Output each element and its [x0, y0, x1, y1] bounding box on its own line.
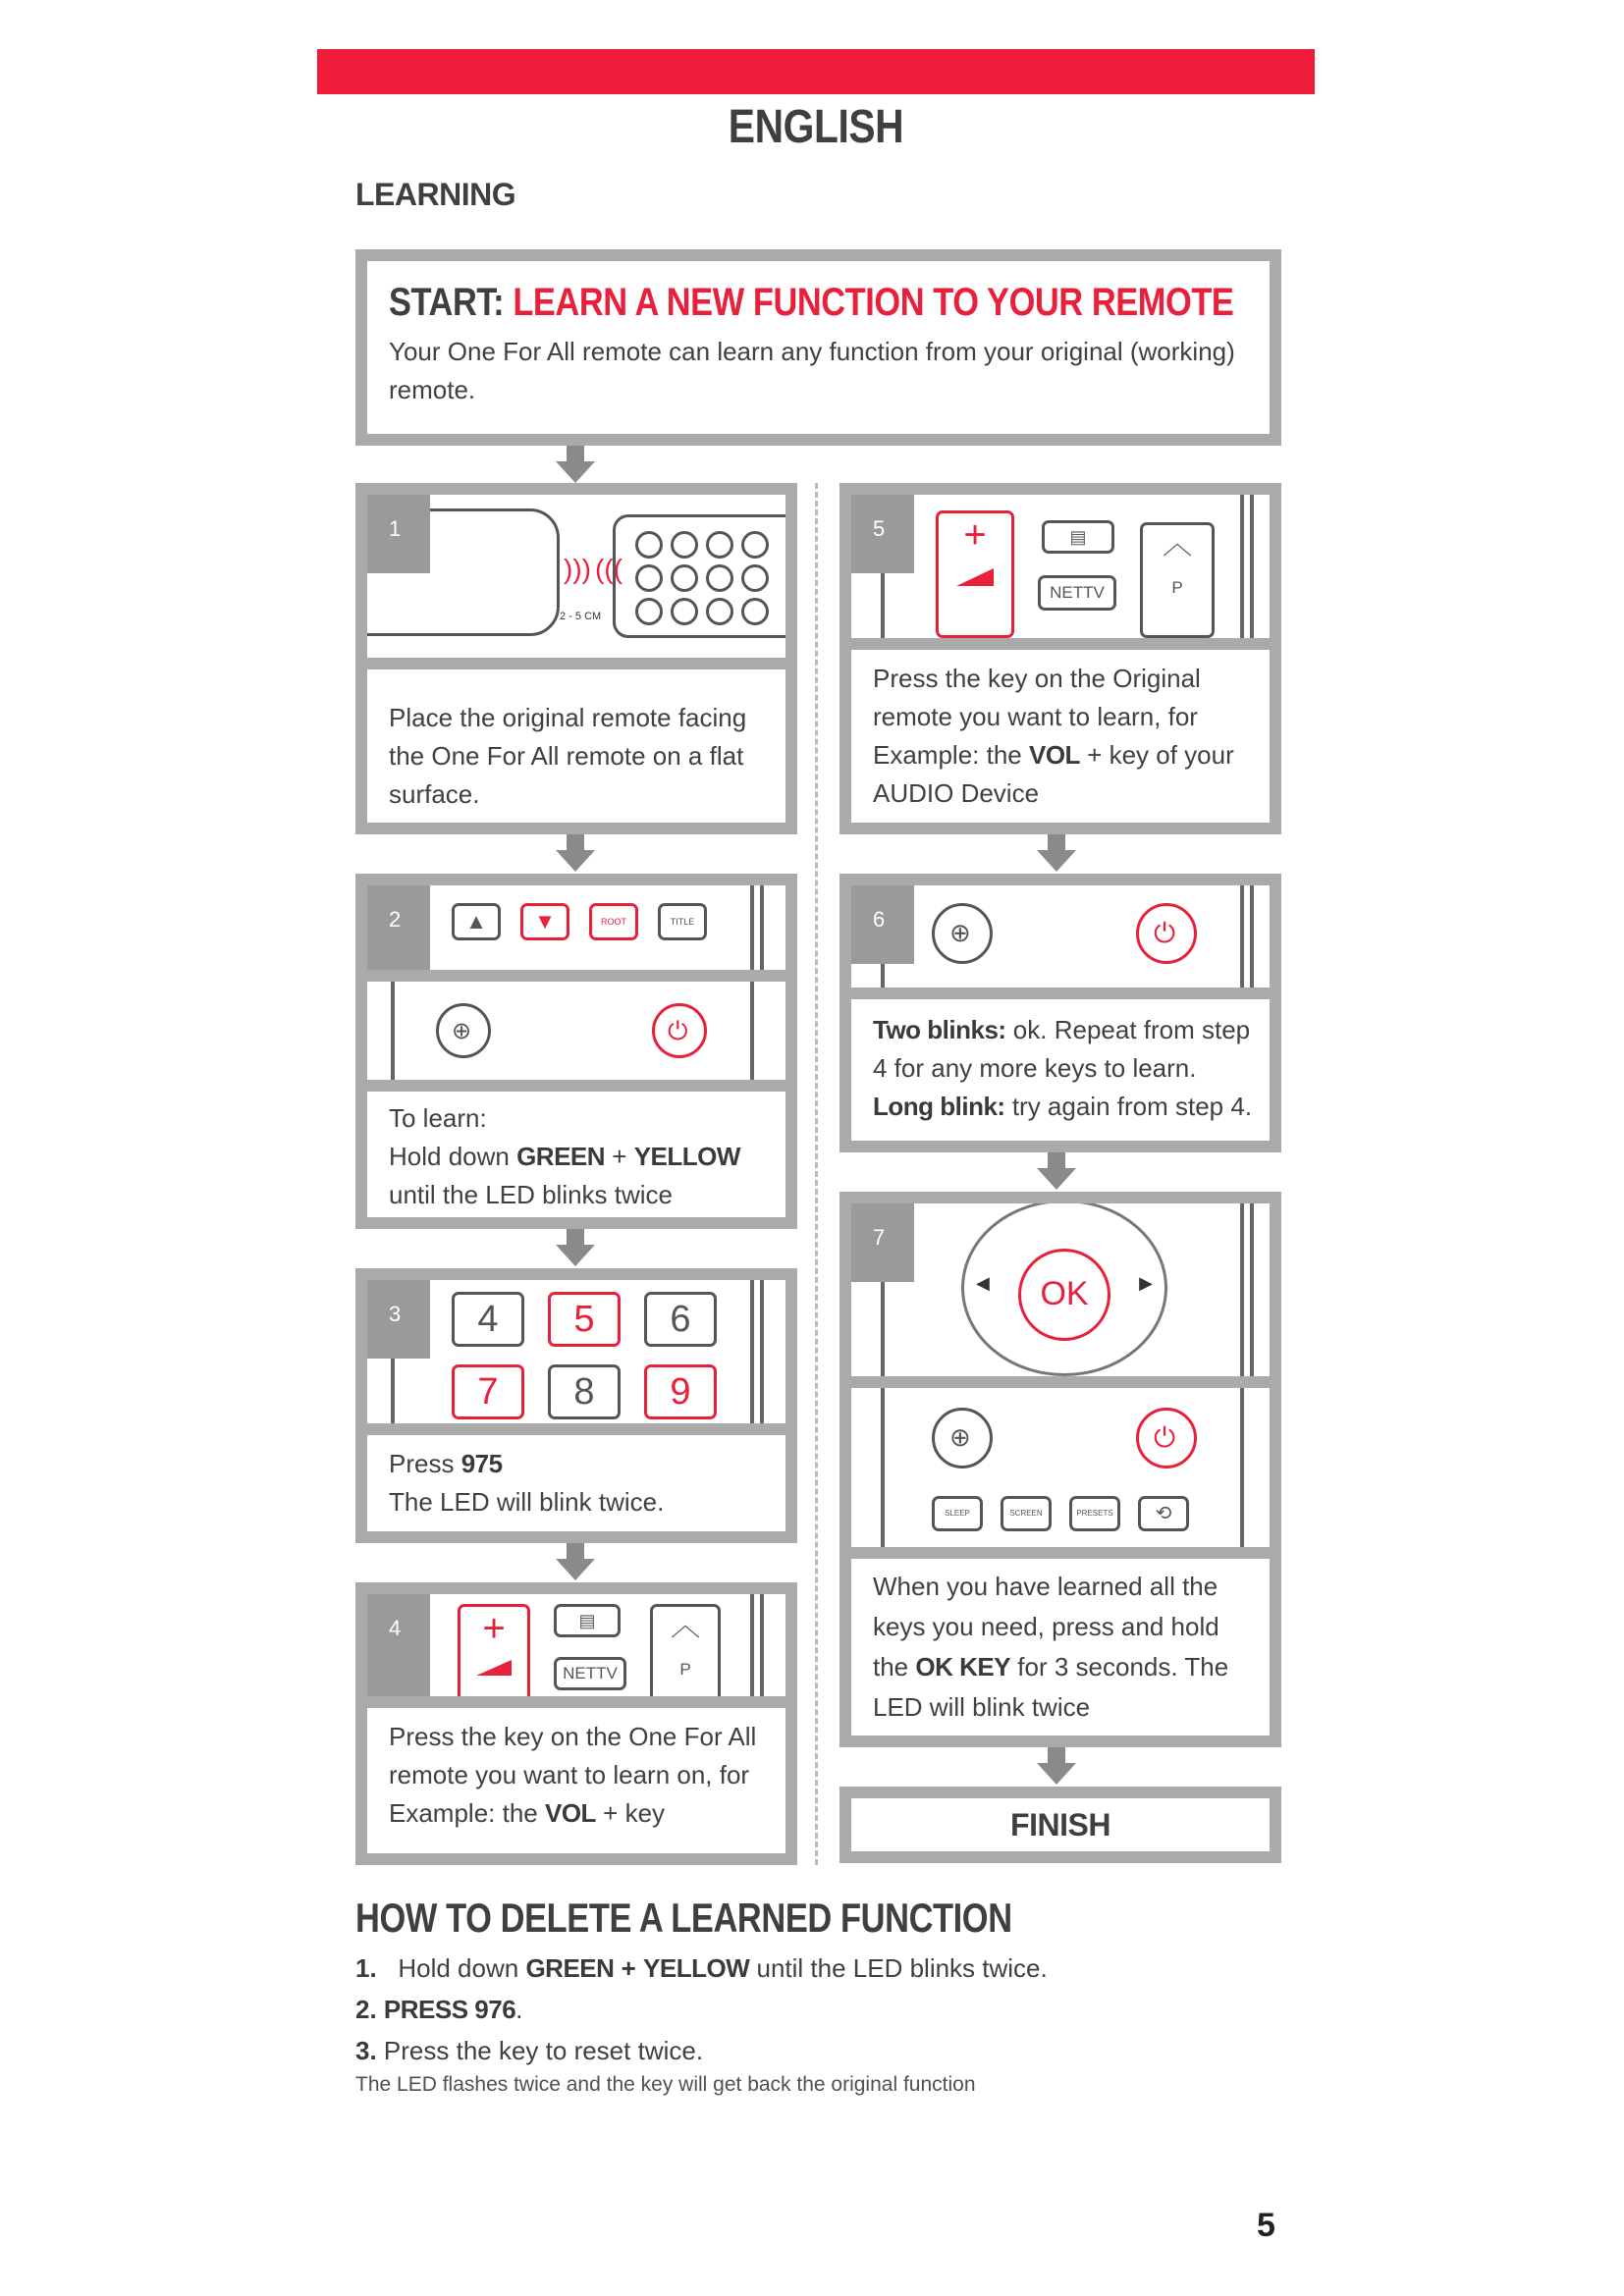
step-7-text: When you have learned all the keys you need, press and hold the OK KEY for 3 seconds. The LED will blink twice	[873, 1572, 1229, 1722]
input-source-icon: ⊕	[932, 903, 993, 964]
step-2-box	[355, 874, 797, 1229]
delete-step-2: 2. PRESS 976.	[355, 1995, 523, 2024]
presets-key: PRESETS	[1069, 1496, 1120, 1531]
input-source-icon: ⊕	[932, 1408, 993, 1468]
step-5-illustration	[851, 495, 1270, 650]
vol-plus-key-icon: +	[936, 510, 1014, 638]
step-3-line-2: The LED will blink twice.	[389, 1487, 665, 1517]
step-3-keypad	[367, 1280, 785, 1435]
step-number: 3	[367, 1280, 430, 1359]
step-6-line-1: Two blinks: ok. Repeat from step 4 for any more keys to learn.	[873, 1015, 1251, 1083]
step-4-illustration	[367, 1594, 785, 1708]
ir-signal-icon: )))	[595, 554, 623, 584]
program-up-key-icon: ︿ P	[1140, 522, 1215, 638]
step-6-text	[873, 1011, 1254, 1126]
step-1-box	[355, 483, 797, 834]
sleep-key: SLEEP	[932, 1496, 983, 1531]
arrow-down-icon	[556, 446, 595, 485]
start-text: Your One For All remote can learn any function from your original (working) remote.	[389, 337, 1235, 404]
press-976: PRESS 976	[383, 1995, 516, 2024]
delete-note: The LED flashes twice and the key will get back the original function	[355, 2073, 976, 2096]
step-2-line-1: To learn:	[389, 1103, 487, 1133]
input-source-icon: ⊕	[436, 1003, 491, 1058]
step-2-text	[389, 1099, 770, 1214]
step-1-illustration	[367, 495, 785, 669]
step-2-line-2: Hold down GREEN + YELLOW until the LED blinks twice	[389, 1142, 740, 1209]
step-3-box	[355, 1268, 797, 1543]
yellow-key-name: YELLOW	[633, 1142, 740, 1171]
screen-key: SCREEN	[1001, 1496, 1052, 1531]
delete-section-title: HOW TO DELETE A LEARNED FUNCTION	[355, 1895, 1012, 1941]
key-4: 4	[452, 1292, 524, 1347]
step-6-box	[839, 874, 1281, 1152]
step-1-text: Place the original remote facing the One For All remote on a flat surface.	[389, 703, 747, 809]
power-led-blinking-icon: ⏻	[1136, 903, 1197, 964]
two-blinks-label: Two blinks:	[873, 1015, 1006, 1044]
dpad-ring-icon: ◀ ▶	[961, 1203, 1167, 1376]
step-6-led-panel	[851, 885, 1270, 999]
column-divider	[815, 483, 818, 1865]
arrow-down-icon	[1037, 834, 1076, 874]
up-arrow-key-icon: ▲	[452, 903, 501, 940]
nettv-key: NETTV	[1038, 575, 1116, 611]
green-key-name: GREEN	[516, 1142, 606, 1171]
step-7-led-panel	[851, 1388, 1270, 1559]
ok-key: OK	[1018, 1249, 1110, 1341]
step-2-keys	[367, 885, 785, 982]
header-red-bar	[317, 49, 1315, 94]
ok-key-name: OK KEY	[915, 1652, 1011, 1682]
step-3-text	[389, 1445, 770, 1522]
delete-step-1: 1. Hold down GREEN + YELLOW until the LED blinks twice.	[355, 1953, 1048, 1983]
step-number: 2	[367, 885, 430, 970]
step-number: 5	[851, 495, 914, 573]
arrow-down-icon	[1037, 1152, 1076, 1192]
step-3-line-1: Press 975	[389, 1449, 503, 1478]
vol-plus-key-icon: +	[458, 1604, 530, 1702]
start-title	[389, 281, 1234, 325]
page-number: 5	[1257, 2207, 1275, 2244]
step-7-ok-illustration	[851, 1203, 1270, 1388]
arrow-down-icon	[556, 834, 595, 874]
step-7-box	[839, 1192, 1281, 1747]
yellow-key-name: YELLOW	[643, 1953, 750, 1983]
key-8: 8	[548, 1364, 621, 1419]
step-6-line-2: Long blink: try again from step 4.	[873, 1092, 1253, 1121]
step-4-box	[355, 1582, 797, 1865]
power-led-blinking-icon: ⏻	[652, 1003, 707, 1058]
root-key: ROOT	[589, 903, 638, 940]
green-key-name: GREEN	[525, 1953, 615, 1983]
long-blink-label: Long blink:	[873, 1092, 1005, 1121]
vol-key-name: VOL	[1028, 740, 1080, 770]
step-number: 1	[367, 495, 430, 573]
distance-label: 2 - 5 CM	[560, 611, 602, 622]
step-4-text: Press the key on the One For All remote you want to learn on, for Example: the VOL + key	[389, 1722, 757, 1828]
language-heading: ENGLISH	[728, 101, 904, 153]
vol-key-name: VOL	[544, 1798, 596, 1828]
code-975: 975	[460, 1449, 503, 1478]
arrow-down-icon	[556, 1543, 595, 1582]
section-heading: LEARNING	[355, 177, 516, 212]
power-led-blinking-icon: ⏻	[1136, 1408, 1197, 1468]
step-2-led-panel	[367, 982, 785, 1092]
delete-step-3: 3. Press the key to reset twice.	[355, 2036, 704, 2065]
arrow-down-icon	[1037, 1747, 1076, 1787]
nettv-key: NETTV	[554, 1657, 626, 1690]
key-7: 7	[452, 1364, 524, 1419]
step-5-box	[839, 483, 1281, 834]
step-5-text: Press the key on the Original remote you want to learn, for Example: the VOL + key of your AUDIO Device	[873, 664, 1234, 808]
text-key-icon: ▤	[554, 1604, 621, 1637]
finish-box: FINISH	[839, 1787, 1281, 1863]
arrow-down-icon	[556, 1229, 595, 1268]
step-number: 4	[367, 1594, 430, 1696]
title-key: TITLE	[658, 903, 707, 940]
key-6: 6	[644, 1292, 717, 1347]
original-remote-icon	[613, 514, 785, 638]
text-key-icon: ▤	[1042, 520, 1114, 554]
step-number: 6	[851, 885, 914, 964]
swap-key-icon: ⟲	[1138, 1496, 1189, 1531]
start-headline: LEARN A NEW FUNCTION TO YOUR REMOTE	[513, 281, 1234, 324]
key-5: 5	[548, 1292, 621, 1347]
program-up-key-icon: ︿ P	[650, 1604, 721, 1702]
down-arrow-key-icon: ▼	[520, 903, 569, 940]
key-9: 9	[644, 1364, 717, 1419]
ir-signal-icon: )))	[564, 554, 591, 584]
start-label: START:	[389, 281, 505, 324]
start-box	[355, 249, 1281, 446]
step-number: 7	[851, 1203, 914, 1282]
